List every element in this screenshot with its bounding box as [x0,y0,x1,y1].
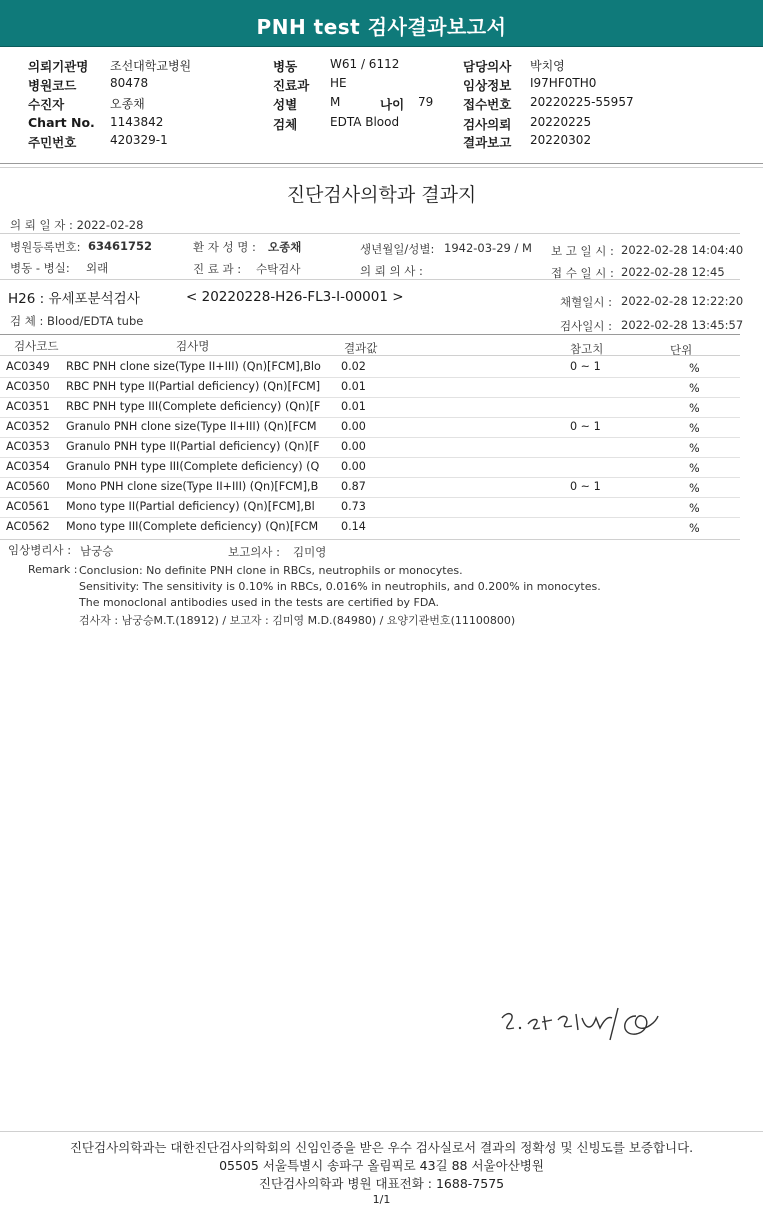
request-value: 20220225 [530,115,592,129]
ward-value: W61 / 6112 [330,57,400,71]
remark-line: Sensitivity: The sensitivity is 0.10% in RBCs, 0.016% in neutrophils, and 0.200% in monocytes. [79,580,601,593]
receipt-value: 20220225-55957 [530,95,634,109]
table-row [0,457,740,478]
row-code: AC0354 [6,460,50,473]
table-row [0,517,740,537]
specimen-value: EDTA Blood [330,115,400,129]
receipt-label: 접수번호 [463,97,512,112]
pathologist-value: 남궁승 [80,544,114,558]
reporter-value: 김미영 [293,545,327,559]
header-divider-2 [0,167,763,168]
row-code: AC0351 [6,400,50,413]
clinical-label: 임상정보 [463,78,512,93]
ward-room-value: 외래 [86,261,109,275]
row-unit: % [689,382,700,395]
patient-label: 수진자 [28,97,65,112]
row-name: RBC PNH type III(Complete deficiency) (Qn)[F [66,400,321,413]
row-name: Granulo PNH clone size(Type II+III) (Qn)[FCM [66,420,317,433]
sex-label: 성별 [273,97,298,112]
row-unit: % [689,362,700,375]
institution-label: 의뢰기관명 [28,59,89,74]
row-result: 0.73 [341,500,366,513]
row-result: 0.14 [341,520,366,533]
chart-label: Chart No. [28,115,95,130]
row-code: AC0349 [6,360,50,373]
chart-value: 1143842 [110,115,164,129]
row-code: AC0350 [6,380,50,393]
receipt-time-value: 2022-02-28 12:45 [621,265,725,279]
section-title: 진단검사의학과 결과지 [286,184,477,206]
test-group: H26 : 유세포분석검사 [8,291,140,307]
age-value: 79 [418,95,434,109]
row-code: AC0560 [6,480,50,493]
report-date-label: 결과보고 [463,135,512,150]
col-result: 결과값 [344,341,378,355]
row-ref: 0 ~ 1 [570,360,601,373]
dob-label: 생년월일/성별: [360,242,435,256]
remark-line: 검사자 : 남궁승M.T.(18912) / 보고자 : 김미영 M.D.(84980) / 요양기관번호(11100800) [79,614,516,627]
test-time: 2022-02-28 13:45:57 [621,318,744,332]
row-name: RBC PNH clone size(Type II+III) (Qn)[FCM],Blo [66,360,321,373]
dept2-value: 수탁검사 [256,262,301,276]
col-ref: 참고치 [570,342,604,356]
institution-value: 조선대학교병원 [110,59,192,73]
row-unit: % [689,522,700,535]
test-id: < 20220228-H26-FL3-I-00001 > [186,289,404,305]
row-name: Mono type III(Complete deficiency) (Qn)[FCM [66,520,319,533]
table-row [0,357,740,378]
table-bottom-rule [0,539,740,540]
table-row [0,417,740,438]
col-code: 검사코드 [14,339,59,353]
footer-divider [0,1131,763,1132]
ward-label: 병동 [273,59,298,74]
footer-address: 05505 서울특별시 송파구 올림픽로 43길 88 서울아산병원 [219,1158,544,1173]
dept-value: HE [330,76,347,90]
table-row [0,377,740,398]
row-code: AC0353 [6,440,50,453]
row-unit: % [689,422,700,435]
dept-label: 진료과 [273,78,310,93]
row-result: 0.02 [341,360,366,373]
dept2-label: 진 료 과 : [193,262,242,276]
footer-phone: 진단검사의학과 병원 대표전화 : 1688-7575 [258,1176,505,1191]
request-date: 의 뢰 일 자 : 2022-02-28 [10,218,144,232]
report-time-value: 2022-02-28 14:04:40 [621,243,744,257]
reporter-label: 보고의사 : [228,545,280,559]
header-divider [0,163,763,164]
clinical-value: I97HF0TH0 [530,76,597,90]
table-row [0,477,740,498]
dob-value: 1942-03-29 / M [444,241,532,255]
patient-value: 오종채 [110,97,145,111]
specimen-line: 검 체 : Blood/EDTA tube [10,314,144,328]
row-code: AC0352 [6,420,50,433]
hospital-code-label: 병원코드 [28,78,77,93]
resident-value: 420329-1 [110,133,168,147]
row-result: 0.00 [341,420,366,433]
remark-line: Conclusion: No definite PNH clone in RBCs, neutrophils or monocytes. [79,564,463,577]
row-unit: % [689,442,700,455]
col-name: 검사명 [176,339,210,353]
test-time-label: 검사일시 : [560,319,612,333]
report-date-value: 20220302 [530,133,592,147]
remark-label: Remark : [28,563,78,576]
title-bar [0,0,763,47]
row-unit: % [689,462,700,475]
row-name: Granulo PNH type II(Partial deficiency) (Qn)[F [66,440,320,453]
row-code: AC0561 [6,500,50,513]
table-row [0,397,740,418]
resident-label: 주민번호 [28,135,77,150]
pname-label: 환 자 성 명 : [193,240,256,254]
table-row [0,437,740,458]
row-result: 0.01 [341,380,366,393]
request-label: 검사의뢰 [463,117,512,132]
hospital-code-value: 80478 [110,76,149,90]
divider [0,233,740,234]
row-ref: 0 ~ 1 [570,420,601,433]
report-time-label: 보 고 일 시 : [551,244,614,258]
remark-line: The monoclonal antibodies used in the tests are certified by FDA. [79,596,439,609]
collect-time: 2022-02-28 12:22:20 [621,294,744,308]
receipt-time-label: 접 수 일 시 : [551,266,614,280]
row-unit: % [689,402,700,415]
report-title: PNH test 검사결과보고서 [256,15,507,39]
collect-label: 채혈일시 : [560,295,612,309]
req-doctor-label: 의 뢰 의 사 : [360,264,423,278]
age-label: 나이 [380,97,405,112]
row-name: RBC PNH type II(Partial deficiency) (Qn)[FCM] [66,380,321,393]
specimen-label: 검체 [273,117,298,132]
row-code: AC0562 [6,520,50,533]
table-top-rule [0,334,740,335]
page-number: 1/1 [372,1193,391,1206]
ward-room-label: 병동 - 병실: [10,261,70,275]
table-row [0,497,740,518]
row-name: Mono PNH clone size(Type II+III) (Qn)[FCM],B [66,480,319,493]
footer-certification: 진단검사의학과는 대한진단검사의학회의 신임인증을 받은 우수 검사실로서 결과의 정확성 및 신빙도를 보증합니다. [69,1140,694,1155]
sex-value: M [330,95,341,109]
handwritten-signature [496,1000,676,1046]
doctor-value: 박치영 [530,59,565,73]
row-name: Mono type II(Partial deficiency) (Qn)[FCM],Bl [66,500,315,513]
reg-value: 63461752 [88,239,153,253]
col-unit: 단위 [670,343,693,357]
row-result: 0.00 [341,460,366,473]
reg-label: 병원등록번호: [10,240,81,254]
row-unit: % [689,482,700,495]
row-result: 0.00 [341,440,366,453]
row-unit: % [689,502,700,515]
divider [0,279,740,280]
pathologist-label: 임상병리사 : [8,543,72,557]
row-ref: 0 ~ 1 [570,480,601,493]
pname-value: 오종채 [268,240,302,254]
doctor-label: 담당의사 [463,59,512,74]
row-result: 0.87 [341,480,366,493]
table-header-rule [0,355,740,356]
row-name: Granulo PNH type III(Complete deficiency) (Q [66,460,320,473]
row-result: 0.01 [341,400,366,413]
